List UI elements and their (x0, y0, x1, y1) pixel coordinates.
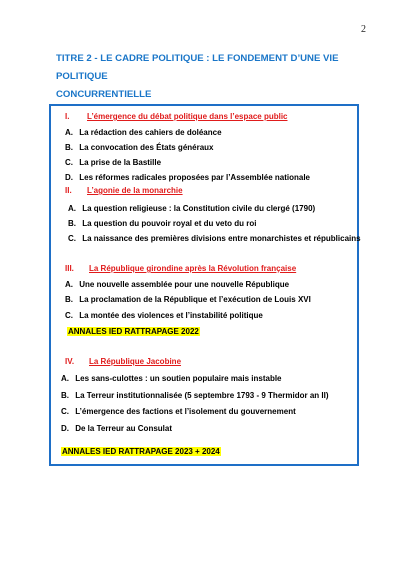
item-text: La convocation des États généraux (79, 143, 214, 152)
section-title: La République Jacobine (89, 357, 182, 366)
item-text: L’émergence des factions et l’isolement du gouvernement (75, 407, 296, 416)
item-letter: A. (65, 280, 73, 289)
annales-highlight: ANNALES IED RATTRAPAGE 2022 (68, 327, 199, 336)
item-text: La question religieuse : la Constitution civile du clergé (1790) (82, 204, 316, 213)
item-letter: B. (65, 143, 73, 152)
item-letter: B. (61, 391, 69, 400)
item-text: La Terreur institutionnalisée (5 septembre 1793 - 9 Thermidor an II) (75, 391, 329, 400)
item-text: La prise de la Bastille (79, 158, 162, 167)
outline-item (65, 158, 161, 168)
annales-label (67, 327, 200, 337)
item-letter: A. (65, 128, 73, 137)
annales-highlight: ANNALES IED RATTRAPAGE 2023 + 2024 (62, 447, 220, 456)
section-heading-2 (65, 186, 183, 196)
item-letter: D. (61, 424, 69, 433)
outline-item (68, 204, 315, 214)
outline-item (61, 374, 282, 384)
item-letter: A. (68, 204, 76, 213)
section-number: III. (65, 264, 74, 273)
outline-box (49, 104, 359, 466)
item-text: La rédaction des cahiers de doléance (79, 128, 222, 137)
outline-item (65, 143, 214, 153)
item-text: De la Terreur au Consulat (75, 424, 172, 433)
item-text: La naissance des premières divisions entre monarchistes et républicains (82, 234, 361, 243)
page-number: 2 (361, 24, 366, 35)
item-letter: A. (61, 374, 69, 383)
section-heading-1 (65, 112, 288, 122)
section-heading-3 (65, 264, 296, 274)
item-letter: D. (65, 173, 73, 182)
section-heading-4 (65, 357, 181, 367)
item-letter: C. (68, 234, 76, 243)
outline-item (61, 424, 172, 434)
document-title-line-2: CONCURRENTIELLE (56, 89, 152, 100)
item-text: La question du pouvoir royal et du veto du roi (82, 219, 257, 228)
outline-item (61, 391, 329, 401)
outline-item (65, 311, 263, 321)
outline-item (65, 280, 289, 290)
section-number: IV. (65, 357, 75, 366)
outline-item (65, 295, 311, 305)
item-letter: C. (65, 158, 73, 167)
item-text: La montée des violences et l’instabilité politique (79, 311, 263, 320)
document-title (56, 50, 376, 104)
section-title: La République girondine après la Révolution française (89, 264, 297, 273)
section-number: I. (65, 112, 70, 121)
item-text: Les sans-culottes : un soutien populaire mais instable (75, 374, 282, 383)
section-title: L’émergence du débat politique dans l’espace public (87, 112, 288, 121)
section-number: II. (65, 186, 72, 195)
document-title-line-1: TITRE 2 - LE CADRE POLITIQUE : LE FONDEMENT D’UNE VIE POLITIQUE (56, 53, 339, 82)
outline-item (61, 407, 296, 417)
outline-item (65, 173, 310, 183)
item-text: Les réformes radicales proposées par l’Assemblée nationale (79, 173, 310, 182)
item-text: La proclamation de la République et l’exécution de Louis XVI (79, 295, 311, 304)
item-text: Une nouvelle assemblée pour une nouvelle République (79, 280, 290, 289)
outline-item (68, 234, 361, 244)
item-letter: C. (61, 407, 69, 416)
item-letter: C. (65, 311, 73, 320)
annales-label (61, 447, 221, 457)
outline-item (65, 128, 222, 138)
section-title: L’agonie de la monarchie (87, 186, 183, 195)
item-letter: B. (68, 219, 76, 228)
outline-item (68, 219, 256, 229)
item-letter: B. (65, 295, 73, 304)
